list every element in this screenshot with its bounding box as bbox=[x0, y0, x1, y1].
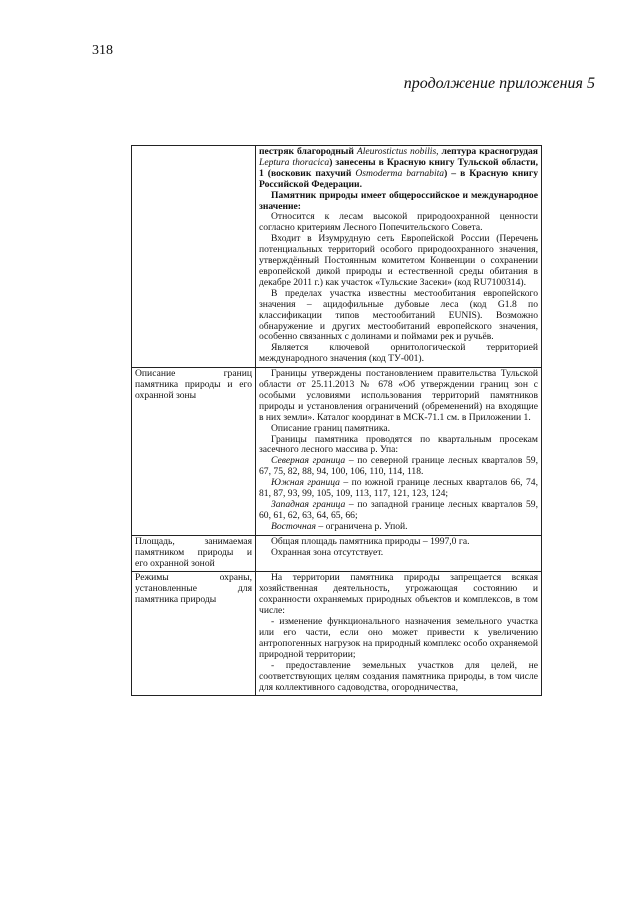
species-text: ) – в Красную книгу Российской Федерации. bbox=[259, 167, 538, 190]
species-text: пестряк благородный bbox=[259, 146, 357, 157]
paragraph: Описание границ памятника. bbox=[271, 422, 391, 434]
boundary-text: – ограничена р. Упой. bbox=[316, 520, 408, 532]
paragraph: Границы утверждены постановлением правительства Тульской области от 25.11.2013 № 678 «Об утверждении границ зон с особыми условиями использования территорий памятников природы и установления ограничений (обременений) на входящие в них земли». Каталог координат в МСК-71.1 см. в Приложении 1. bbox=[259, 368, 538, 423]
label-cell-area bbox=[132, 535, 256, 572]
species-text: ) занесены в Красную книгу Тульской области, 1 (восковик пахучий bbox=[259, 156, 538, 179]
paragraph: На территории памятника природы запрещается всякая хозяйственная деятельность, угрожающая состоянию и сохранности охраняемых природных объектов и комплексов, в том числе: bbox=[259, 572, 538, 617]
boundary-label: Северная граница bbox=[271, 455, 346, 467]
label-text: Описание границ bbox=[135, 368, 252, 380]
table-row bbox=[132, 572, 542, 696]
paragraph: - изменение функционального назначения земельного участка или его части, если оно может привести к увеличению антропогенных нагрузок на природный комплекс особо охраняемой природной территории; bbox=[259, 616, 538, 660]
label-text: памятника природы bbox=[135, 594, 217, 606]
species-paragraph bbox=[259, 147, 538, 191]
label-text: Режимы охраны, bbox=[135, 572, 252, 584]
appendix-continuation-title: продолжение приложения 5 bbox=[403, 75, 595, 92]
boundary-text: – по западной границе лесных кварталов 59, 60, 61, 62, 63, 64, 65, 66; bbox=[259, 499, 538, 521]
content-cell-significance bbox=[256, 146, 542, 368]
label-text: охранной зоны bbox=[135, 389, 197, 401]
paragraph: - предоставление земельных участков для целей, не соответствующих целям создания памятника природы, в том числе для коллективного садоводства, огородничества, bbox=[259, 659, 538, 693]
content-cell-regimes bbox=[256, 572, 542, 696]
label-text: памятника природы и его bbox=[135, 379, 252, 391]
species-latin: Aleurostictus nobilis, bbox=[356, 146, 439, 157]
content-cell-area bbox=[256, 535, 542, 572]
content-cell-boundaries bbox=[256, 368, 542, 536]
significance-heading-text: Памятник природы имеет общероссийское и международное значение: bbox=[259, 189, 538, 212]
label-text: Площадь, занимаемая bbox=[135, 535, 252, 547]
label-cell-empty bbox=[132, 146, 256, 368]
paragraph: Является ключевой орнитологической территорией международного значения (код ТУ-001). bbox=[259, 342, 538, 365]
paragraph: Входит в Изумрудную сеть Европейской России (Перечень потенциальных территорий особого природоохранного значения, утверждённый Постоянным комитетом Конвенции о сохранении европейской дикой природы и естественной среды обитания в декабре 2011 г.) как участок «Тульские Засеки» (код RU7100314). bbox=[259, 233, 538, 288]
north-boundary bbox=[259, 456, 538, 478]
paragraph: Относится к лесам высокой природоохранной ценности согласно критериям Лесного Попечительского Совета. bbox=[259, 211, 538, 234]
south-boundary bbox=[259, 478, 538, 500]
paragraph: В пределах участка известны местообитания европейского значения – ацидофильные дубовые леса (код G1.8 по классификации типов местообитаний EUNIS). Возможно обнаружение и других местообитаний европейского значения, особенно связанных с долинами и поймами рек и ручьёв. bbox=[259, 287, 538, 343]
label-text: памятником природы и bbox=[135, 546, 252, 558]
label-cell-boundaries bbox=[132, 368, 256, 536]
page-number: 318 bbox=[92, 43, 113, 58]
species-latin: Osmoderma barnabita bbox=[355, 167, 445, 179]
paragraph: Границы памятника проводятся по квартальным просекам засечного лесного массива р. Упа: bbox=[259, 433, 538, 456]
east-boundary bbox=[259, 522, 538, 533]
paragraph: Охранная зона отсутствует. bbox=[271, 546, 384, 558]
paragraph: Общая площадь памятника природы – 1997,0 га. bbox=[271, 535, 470, 547]
boundary-label: Западная граница bbox=[271, 499, 346, 510]
boundary-text: – по южной границе лесных кварталов 66, 74, 81, 87, 93, 99, 105, 109, 113, 117, 121, 123, 124; bbox=[259, 477, 538, 500]
species-text: лептура красногрудая bbox=[438, 146, 538, 157]
boundary-text: – по северной границе лесных кварталов 59, 67, 75, 82, 88, 94, 100, 106, 110, 114, 118. bbox=[259, 455, 538, 478]
significance-heading bbox=[259, 191, 538, 213]
label-cell-regimes bbox=[132, 572, 256, 696]
table-row bbox=[132, 146, 542, 368]
species-latin: Leptura thoracica bbox=[259, 156, 330, 168]
nature-monument-table bbox=[131, 145, 542, 696]
table-row bbox=[132, 368, 542, 536]
boundary-label: Восточная bbox=[271, 520, 316, 532]
label-text: установленные для bbox=[135, 583, 252, 595]
label-text: его охранной зоной bbox=[135, 557, 215, 569]
west-boundary bbox=[259, 500, 538, 522]
boundary-label: Южная граница bbox=[271, 477, 340, 489]
table-row bbox=[132, 535, 542, 572]
